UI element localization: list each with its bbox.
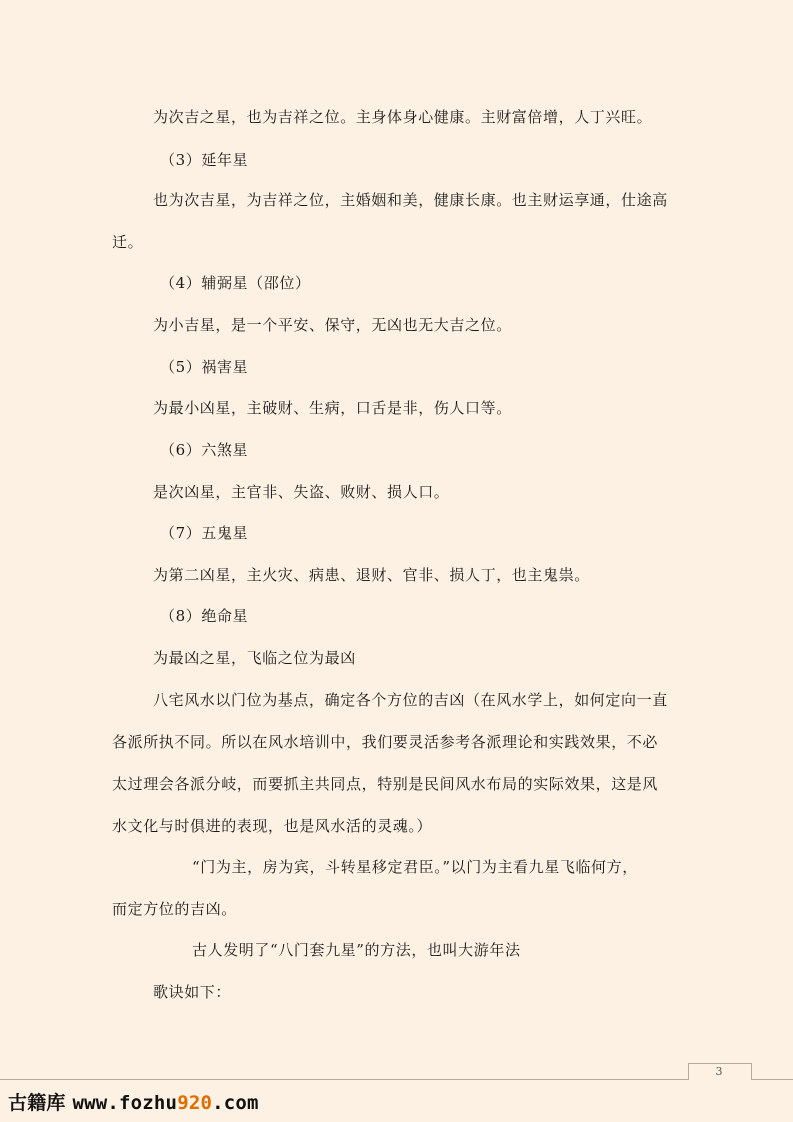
paragraph-11: 歌诀如下： (153, 983, 232, 1001)
paragraph-7: 为最凶之星，飞临之位为最凶 (153, 649, 356, 667)
heading-huohai: （5）祸害星 (160, 358, 249, 376)
heading-wugui: （7）五鬼星 (160, 524, 249, 542)
paragraph-8-line-3: 太过理会各派分岐，而要抓主共同点，特别是民间风水布局的实际效果，这是风 (112, 775, 659, 793)
paragraph-2: 也为次吉星，为吉祥之位，主婚姻和美，健康长康。也主财运享通，仕途高 (153, 191, 668, 209)
watermark (8, 1088, 259, 1115)
paragraph-5: 是次凶星，主官非、失盗、败财、损人口。 (153, 483, 450, 501)
paragraph-3: 为小吉星，是一个平安、保守，无凶也无大吉之位。 (153, 316, 512, 334)
paragraph-8-line-1: 八宅风水以门位为基点，确定各个方位的吉凶（在风水学上，如何定向一直 (153, 691, 668, 709)
watermark-site (72, 1092, 258, 1114)
paragraph-8-line-4: 水文化与时俱进的表现，也是风水活的灵魂。） (112, 817, 433, 835)
heading-liusha: （6）六煞星 (160, 441, 249, 459)
paragraph-8-line-2: 各派所执不同。所以在风水培训中，我们要灵活参考各派理论和实践效果，不必 (112, 733, 659, 751)
paragraph-10: 古人发明了“八门套九星”的方法，也叫大游年法 (192, 941, 521, 959)
paragraph-6: 为第二凶星，主火灾、病患、退财、官非、损人丁，也主鬼祟。 (153, 566, 590, 584)
paragraph-2-cont: 迁。 (112, 233, 144, 251)
heading-jueming: （8）绝命星 (160, 607, 249, 625)
watermark-site-suffix: .com (212, 1092, 259, 1114)
footer-rule (0, 1079, 793, 1080)
paragraph-9-line-2: 而定方位的吉凶。 (112, 900, 237, 918)
watermark-brand: 古籍库 (8, 1092, 66, 1114)
watermark-site-prefix: www.fozhu (72, 1092, 178, 1114)
page-number: 3 (715, 1065, 723, 1078)
heading-yannian: （3）延年星 (160, 151, 249, 169)
heading-fubi: （4）辅弼星（邵位） (160, 274, 311, 292)
paragraph-1: 为次吉之星，也为吉祥之位。主身体身心健康。主财富倍增，人丁兴旺。 (153, 108, 653, 126)
paragraph-9-line-1: “门为主，房为宾，斗转星移定君臣。”以门为主看九星飞临何方， (192, 858, 638, 876)
watermark-site-number: 920 (177, 1092, 213, 1114)
paragraph-4: 为最小凶星，主破财、生病，口舌是非，伤人口等。 (153, 399, 512, 417)
